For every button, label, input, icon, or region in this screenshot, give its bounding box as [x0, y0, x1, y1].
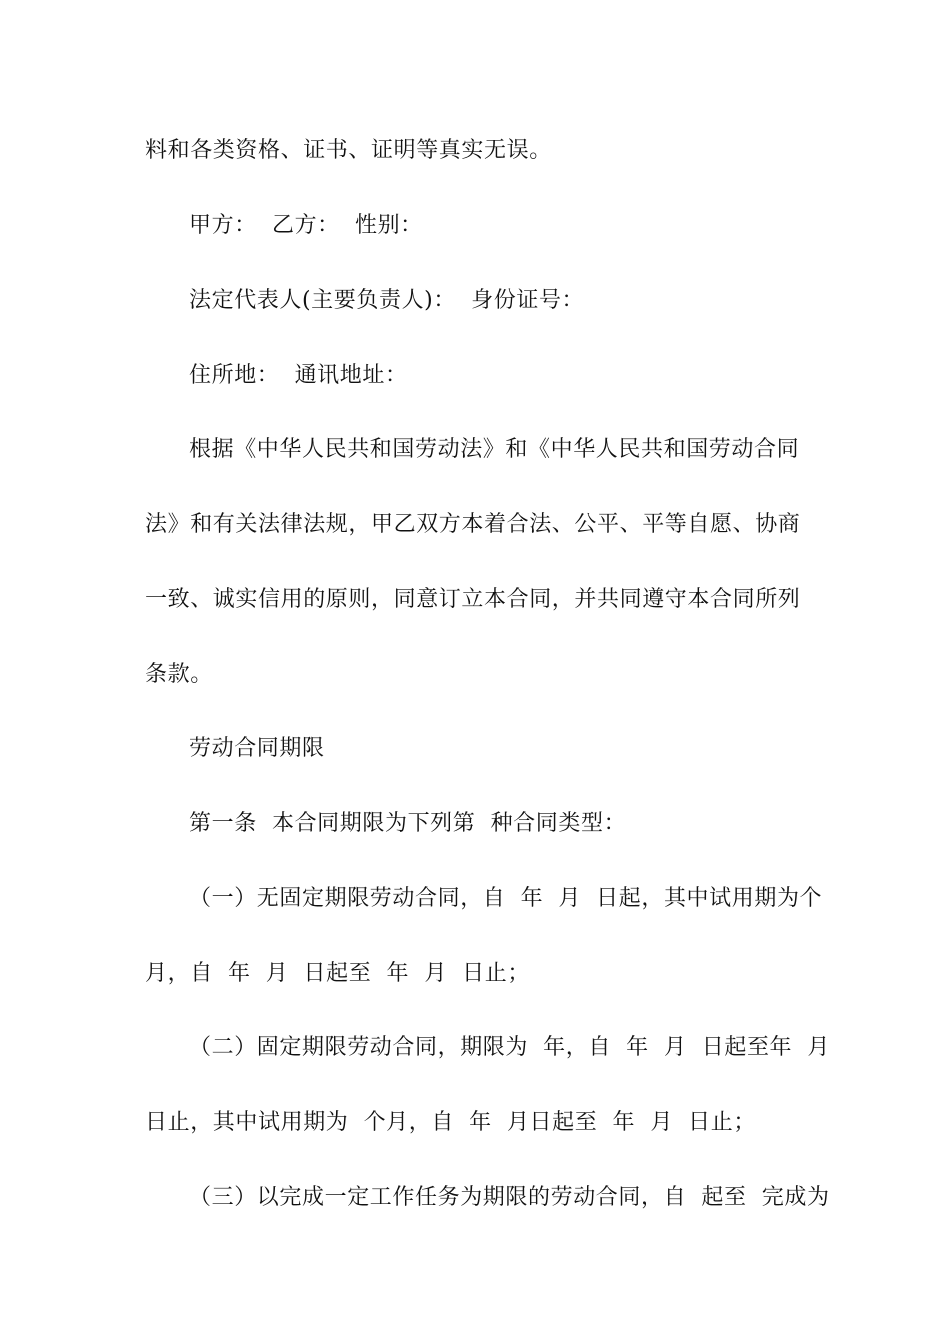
paragraph-line: （一）无固定期限劳动合同，自 年 月 日起，其中试用期为个: [189, 886, 823, 911]
address-line: 住所地： 通讯地址：: [189, 363, 408, 388]
paragraph-line: 一致、诚实信用的原则，同意订立本合同，并共同遵守本合同所列: [145, 587, 801, 612]
legal-representative-line: 法定代表人(主要负责人)： 身份证号：: [189, 288, 585, 313]
section-heading: 劳动合同期限: [189, 736, 325, 761]
paragraph-line: 月，自 年 月 日起至 年 月 日止；: [145, 961, 530, 986]
party-a-b-gender-line: 甲方： 乙方： 性别：: [189, 213, 423, 238]
paragraph-line: 法》和有关法律法规，甲乙双方本着合法、公平、平等自愿、协商: [145, 512, 801, 537]
paragraph-line: 根据《中华人民共和国劳动法》和《中华人民共和国劳动合同: [189, 437, 800, 462]
article-line: 第一条 本合同期限为下列第 种合同类型：: [189, 811, 627, 836]
paragraph-line: （二）固定期限劳动合同，期限为 年，自 年 月 日起至年 月: [189, 1035, 830, 1060]
paragraph-line: 料和各类资格、证书、证明等真实无误。: [145, 138, 552, 163]
paragraph-line: 日止，其中试用期为 个月，自 年 月日起至 年 月 日止；: [145, 1110, 756, 1135]
paragraph-line: 条款。: [145, 662, 213, 687]
paragraph-line: （三）以完成一定工作任务为期限的劳动合同，自 起至 完成为: [189, 1185, 830, 1210]
